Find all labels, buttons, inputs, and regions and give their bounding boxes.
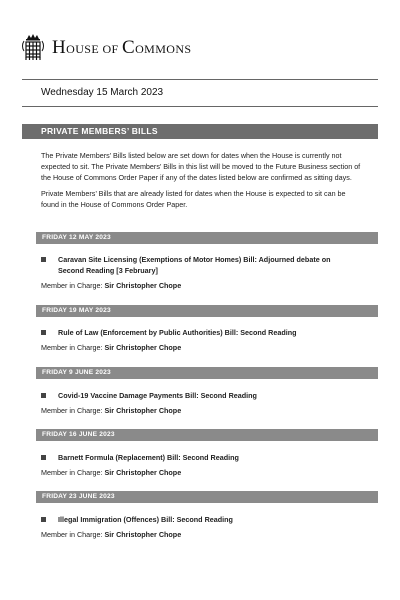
bill-title: Illegal Immigration (Offences) Bill: Second Reading: [58, 515, 233, 524]
member-in-charge: [41, 405, 361, 416]
bullet-icon: [41, 517, 46, 522]
member-label: Member in Charge:: [41, 281, 105, 290]
member-in-charge: [41, 467, 361, 478]
bill-title: Covid-19 Vaccine Damage Payments Bill: Second Reading: [58, 391, 257, 400]
bill-entry: [41, 452, 361, 478]
bill-entry: [41, 514, 361, 540]
member-name: Sir Christopher Chope: [104, 530, 182, 539]
bullet-icon: [41, 393, 46, 398]
day-heading: FRIDAY 9 JUNE 2023: [36, 367, 378, 379]
house-title: HOUSE OF COMMONS: [52, 36, 192, 58]
section-heading: PRIVATE MEMBERS’ BILLS: [22, 124, 378, 139]
day-heading: FRIDAY 12 MAY 2023: [36, 232, 378, 244]
member-label: Member in Charge:: [41, 343, 105, 352]
bullet-icon: [41, 455, 46, 460]
member-in-charge: [41, 280, 361, 291]
member-name: Sir Christopher Chope: [104, 406, 182, 415]
day-heading: FRIDAY 19 MAY 2023: [36, 305, 378, 317]
bullet-icon: [41, 257, 46, 262]
member-in-charge: [41, 529, 361, 540]
bill-entry: [41, 390, 361, 416]
day-heading: FRIDAY 23 JUNE 2023: [36, 491, 378, 503]
member-name: Sir Christopher Chope: [104, 281, 182, 290]
bill-title: Barnett Formula (Replacement) Bill: Second Reading: [58, 453, 239, 462]
member-label: Member in Charge:: [41, 468, 105, 477]
header-divider-top: [22, 79, 378, 80]
bill-entry: [41, 254, 361, 291]
member-in-charge: [41, 342, 361, 353]
member-name: Sir Christopher Chope: [104, 468, 182, 477]
portcullis-icon: [22, 34, 44, 60]
bill-entry: [41, 327, 361, 353]
bill-title: Rule of Law (Enforcement by Public Authorities) Bill: Second Reading: [58, 328, 297, 337]
header-divider-bottom: [22, 106, 378, 107]
section-intro: [41, 150, 361, 215]
member-label: Member in Charge:: [41, 406, 105, 415]
bullet-icon: [41, 330, 46, 335]
paper-date: Wednesday 15 March 2023: [41, 87, 164, 98]
house-of-commons-logo: [22, 34, 192, 60]
intro-paragraph: Private Members’ Bills that are already listed for dates when the House is expected to sit can be found in the House of Commons Order Paper.: [41, 189, 346, 209]
day-heading: FRIDAY 16 JUNE 2023: [36, 429, 378, 441]
bill-title: Caravan Site Licensing (Exemptions of Motor Homes) Bill: Adjourned debate on Second Reading [3 February]: [58, 255, 331, 275]
member-label: Member in Charge:: [41, 530, 105, 539]
intro-paragraph: The Private Members’ Bills listed below are set down for dates when the House is currently not expected to sit. The Private Members’ Bills in this list will be moved to the Future Business section of the House of Commons Order Paper if any of the dates listed below are confirmed as sitting days.: [41, 151, 361, 182]
member-name: Sir Christopher Chope: [104, 343, 182, 352]
